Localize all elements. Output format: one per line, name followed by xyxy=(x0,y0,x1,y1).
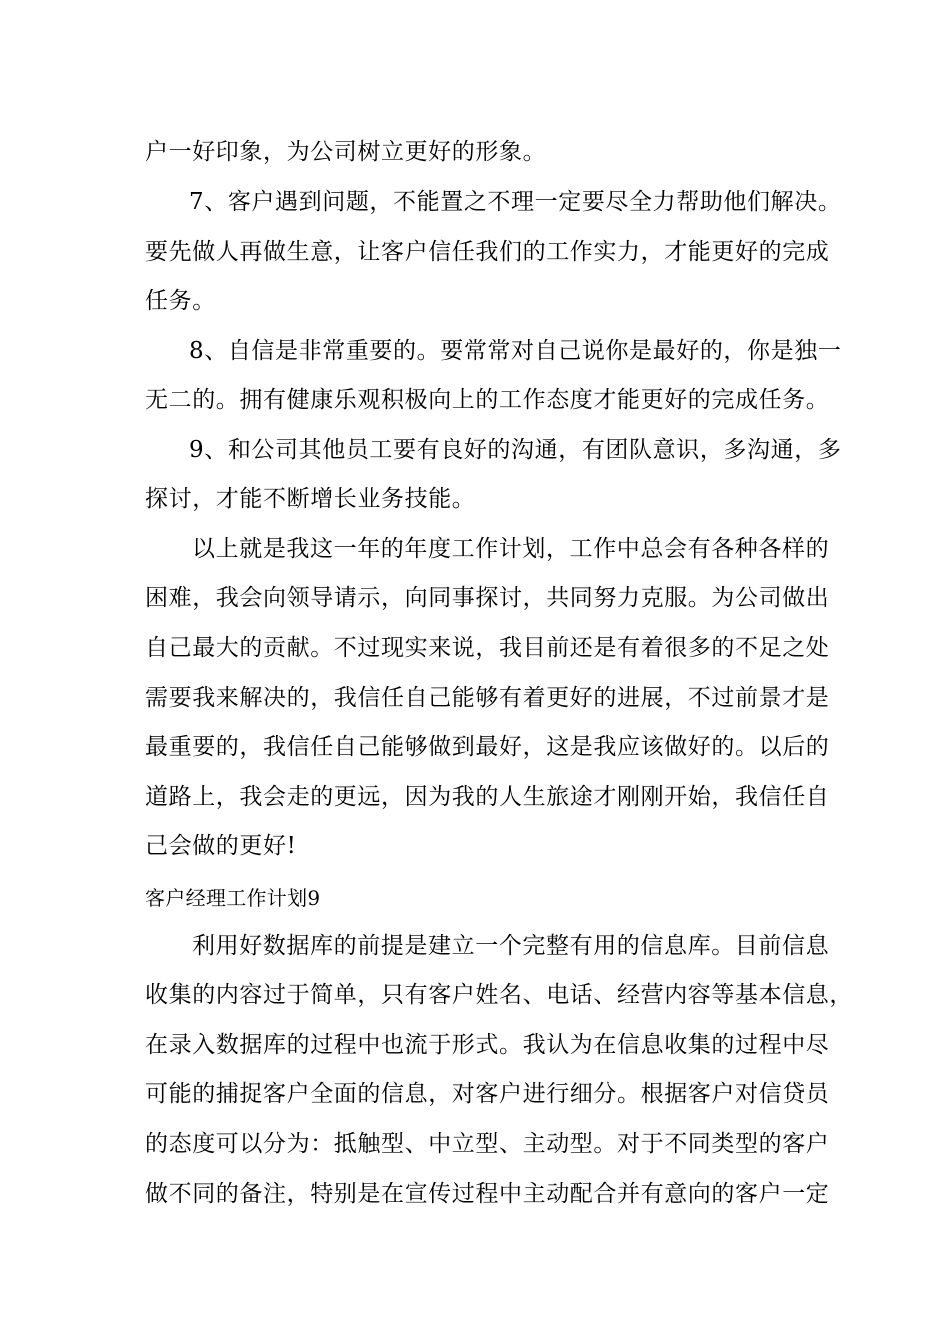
conclusion-paragraph-line: 自己最大的贡献。不过现实来说，我目前还是有着很多的不足之处 xyxy=(145,635,830,661)
list-item-8-line: 8、自信是非常重要的。要常常对自己说你是最好的，你是独一 xyxy=(189,338,842,364)
list-item-8-line: 无二的。拥有健康乐观积极向上的工作态度才能更好的完成任务。 xyxy=(145,387,830,413)
database-paragraph-line: 做不同的备注，特别是在宣传过程中主动配合并有意向的客户一定 xyxy=(145,1181,830,1207)
list-item-7-line: 要先做人再做生意，让客户信任我们的工作实力，才能更好的完成 xyxy=(145,239,830,265)
database-paragraph-line: 的态度可以分为：抵触型、中立型、主动型。对于不同类型的客户 xyxy=(145,1131,830,1157)
conclusion-paragraph-line: 道路上，我会走的更远，因为我的人生旅途才刚刚开始，我信任自 xyxy=(145,784,830,810)
list-item-9-line: 探讨，才能不断增长业务技能。 xyxy=(145,486,476,512)
database-paragraph-line: 利用好数据库的前提是建立一个完整有用的信息库。目前信息 xyxy=(192,933,830,959)
conclusion-paragraph-line: 己会做的更好! xyxy=(145,833,297,859)
conclusion-paragraph-line: 需要我来解决的，我信任自己能够有着更好的进展，不过前景才是 xyxy=(145,685,830,711)
list-item-7-line: 7、客户遇到问题，不能置之不理一定要尽全力帮助他们解决。 xyxy=(189,189,842,215)
database-paragraph-line: 收集的内容过于简单，只有客户姓名、电话、经营内容等基本信息， xyxy=(145,982,853,1008)
list-item-7-line: 任务。 xyxy=(145,288,216,314)
conclusion-paragraph-line: 困难，我会向领导请示，向同事探讨，共同努力克服。为公司做出 xyxy=(145,585,830,611)
database-paragraph-line: 可能的捕捉客户全面的信息，对客户进行细分。根据客户对信贷员 xyxy=(145,1081,830,1107)
conclusion-paragraph-line: 最重要的，我信任自己能够做到最好，这是我应该做好的。以后的 xyxy=(145,734,830,760)
database-paragraph-line: 在录入数据库的过程中也流于形式。我认为在信息收集的过程中尽 xyxy=(145,1032,830,1058)
paragraph-line: 户一好印象，为公司树立更好的形象。 xyxy=(145,139,547,165)
list-item-9-line: 9、和公司其他员工要有良好的沟通，有团队意识，多沟通，多 xyxy=(189,437,842,463)
conclusion-paragraph-line: 以上就是我这一年的年度工作计划，工作中总会有各种各样的 xyxy=(192,536,830,562)
section-heading: 客户经理工作计划9 xyxy=(145,886,321,910)
